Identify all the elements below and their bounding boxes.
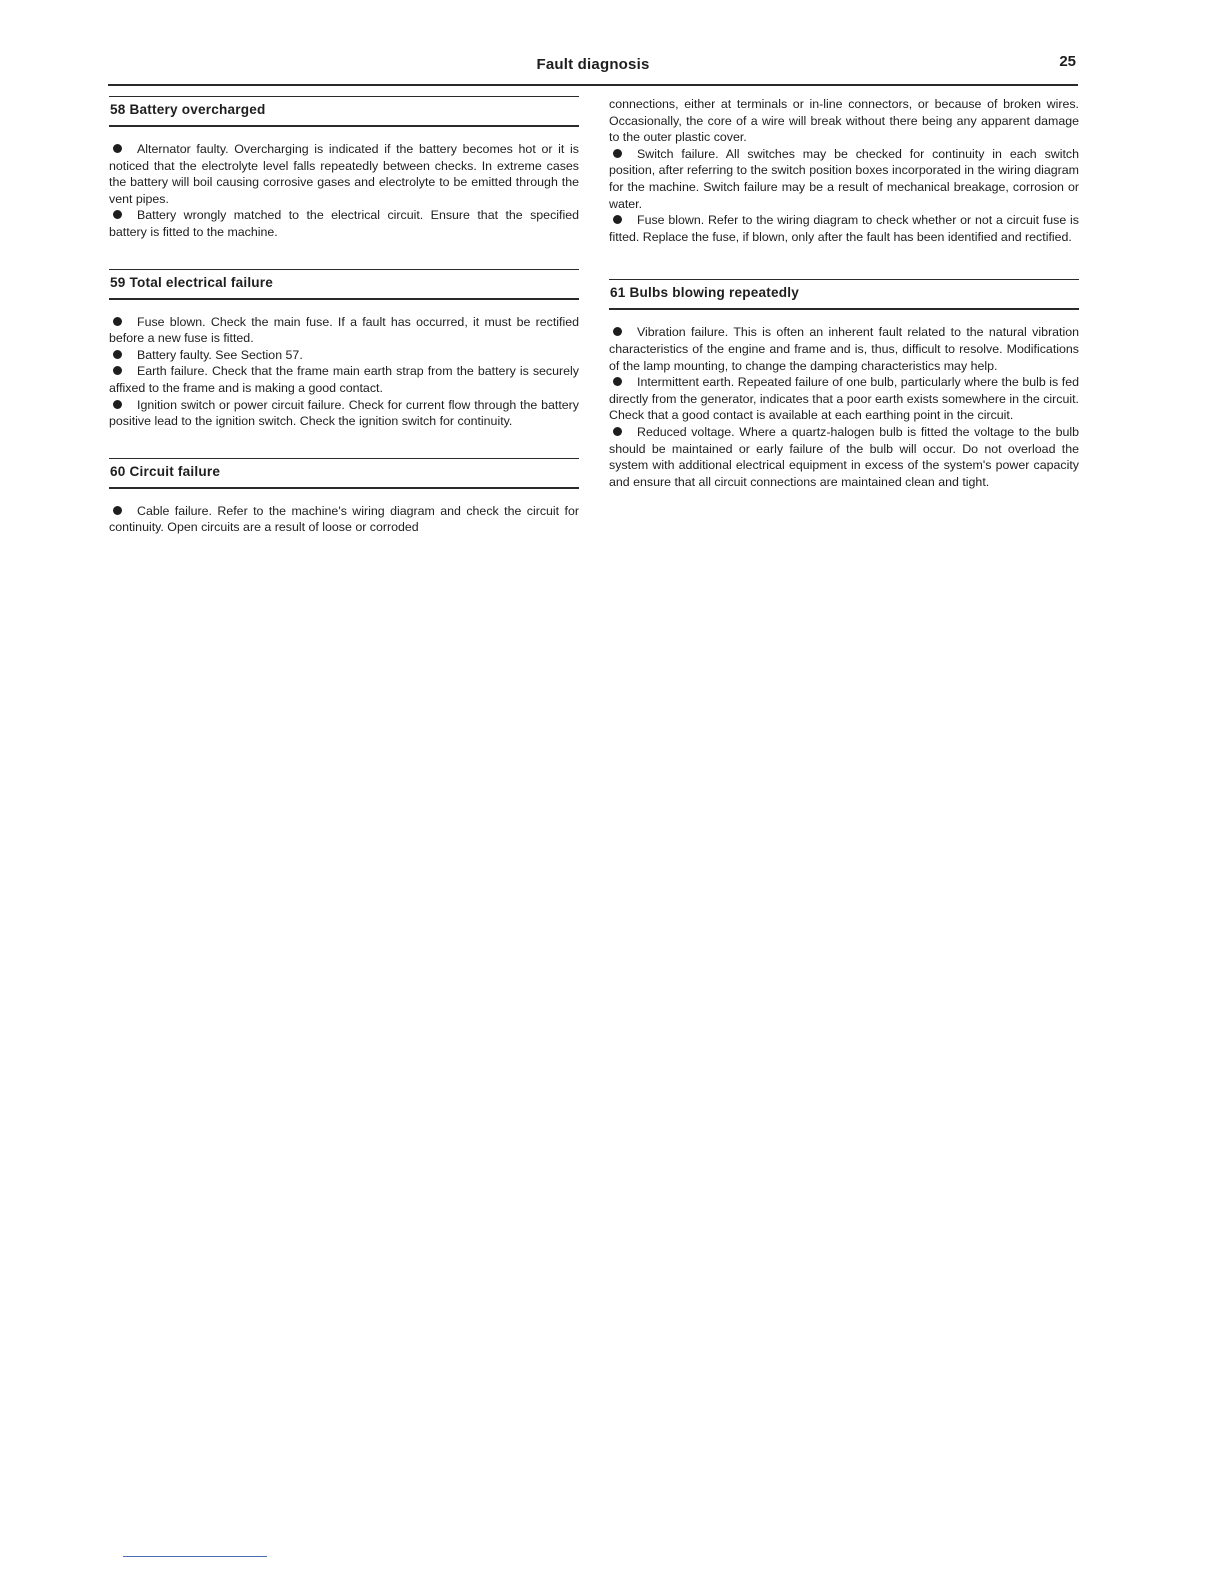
bullet-icon [113,400,122,409]
section-58 [109,96,579,241]
paragraph-text: Cable failure. Refer to the machine's wiring diagram and check the circuit for continuity. Open circuits are a result of loose or corroded [109,503,579,535]
bullet-icon [113,366,122,375]
paragraph [609,146,1079,212]
paragraph-text: Alternator faulty. Overcharging is indicated if the battery becomes hot or it is noticed that the electrolyte level falls repeatedly between checks. In extreme cases the battery will boil causing corrosive gases and electrolyte to be emitted through the vent pipes. [109,142,579,206]
bullet-icon [113,317,122,326]
paragraph [609,324,1079,374]
paragraph [109,503,579,536]
paragraph-text: Fuse blown. Check the main fuse. If a fault has occurred, it must be rectified before a new fuse is fitted. [109,314,579,346]
bullet-icon [613,215,622,224]
section-body [109,489,579,536]
paragraph [609,424,1079,490]
section-body [109,300,579,430]
paragraph [109,363,579,396]
section-heading: 60 Circuit failure [109,458,579,489]
running-title: Fault diagnosis [536,56,650,73]
paragraph-text: Reduced voltage. Where a quartz-halogen bulb is fitted the voltage to the bulb should be maintained or early failure of the bulb will occur. Do not overload the system with additional electrical equipment in excess of the system's power capacity and ensure that all circuit connections are maintained clean and tight. [609,424,1079,489]
paragraph-text: Battery faulty. See Section 57. [137,347,303,362]
paragraph-continued: connections, either at terminals or in-line connectors, or because of broken wires. Occasionally, the core of a wire will break without there being any apparent damage to the outer plastic cover. [609,97,1079,145]
section-59 [109,269,579,430]
section-heading: 58 Battery overcharged [109,96,579,127]
bullet-icon [613,327,622,336]
bullet-icon [613,377,622,386]
section-61 [609,279,1079,490]
paragraph [609,374,1079,424]
section-heading: 61 Bulbs blowing repeatedly [609,279,1079,310]
section-body [609,310,1079,490]
bullet-icon [113,506,122,515]
paragraph-text: Earth failure. Check that the frame main earth strap from the battery is securely affixed to the frame and is making a good contact. [109,364,579,395]
paragraph [109,141,579,207]
paragraph-text: Battery wrongly matched to the electrical circuit. Ensure that the specified battery is fitted to the machine. [109,208,579,239]
paragraph [609,212,1079,245]
paragraph-text: Switch failure. All switches may be checked for continuity in each switch position, after referring to the switch position boxes incorporated in the wiring diagram for the machine. Switch failure may be a result of mechanical breakage, corrosion or water. [609,146,1079,211]
paragraph [109,347,579,364]
section-body [109,127,579,241]
bullet-icon [613,149,622,158]
page-number: 25 [1059,53,1076,70]
paragraph-text: Ignition switch or power circuit failure. Check for current flow through the battery positive lead to the ignition switch. Check the ignition switch for continuity. [109,397,579,429]
bullet-icon [613,427,622,436]
section-60-continued [609,96,1079,245]
paragraph [109,397,579,430]
paragraph-text: Intermittent earth. Repeated failure of one bulb, particularly where the bulb is fed directly from the generator, indicates that a poor earth exists somewhere in the circuit. Check that a good contact is available at each earthing point in the circuit. [609,375,1079,423]
bullet-icon [113,350,122,359]
section-heading: 59 Total electrical failure [109,269,579,300]
left-column [109,96,579,536]
bullet-icon [113,210,122,219]
paragraph-text: Vibration failure. This is often an inherent fault related to the natural vibration characteristics of the engine and frame and is, thus, difficult to resolve. Modifications of the lamp mounting, to change the damping characteristics may help. [609,325,1079,373]
bullet-icon [113,144,122,153]
paragraph [109,207,579,240]
paragraph [109,314,579,347]
footnote-rule [123,1556,267,1557]
paragraph-text: Fuse blown. Refer to the wiring diagram to check whether or not a circuit fuse is fitted. Replace the fuse, if blown, only after the fault has been identified and rectified. [609,213,1079,244]
page-header [108,50,1078,86]
section-60 [109,458,579,536]
right-column [609,96,1079,490]
